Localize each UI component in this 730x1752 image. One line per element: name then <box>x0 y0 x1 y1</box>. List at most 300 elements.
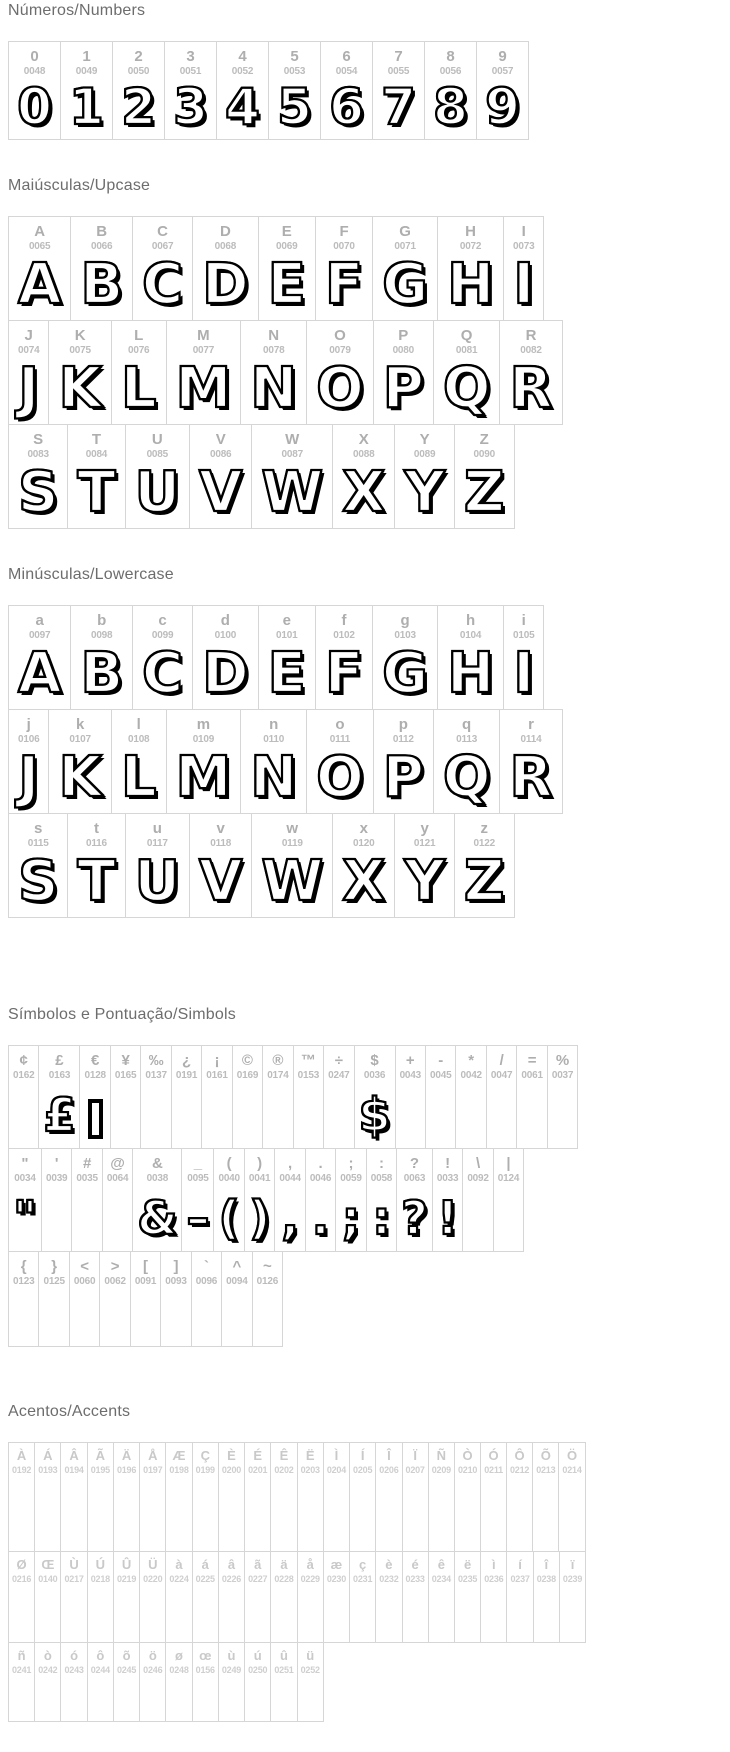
glyph-sample: A <box>18 252 62 317</box>
charmap-cell <box>305 1149 335 1252</box>
glyph-sample: G <box>382 641 429 706</box>
charmap-cell <box>61 1552 87 1643</box>
charmap-cell <box>354 1046 395 1149</box>
glyph-sample: L <box>120 745 157 810</box>
character-label: 6 <box>342 48 351 65</box>
character-label: ! <box>445 1155 451 1172</box>
glyph-sample: : <box>372 1191 391 1245</box>
glyph-sample <box>143 1677 162 1721</box>
unicode-code: 0090 <box>473 449 495 460</box>
glyph-sample: J <box>18 745 40 810</box>
charmap-cell <box>559 1552 585 1643</box>
unicode-code: 0242 <box>38 1665 58 1675</box>
charmap-cell <box>507 1552 533 1643</box>
unicode-code: 0234 <box>431 1574 451 1584</box>
character-label: ï <box>570 1557 575 1572</box>
charmap-cell <box>39 1252 69 1347</box>
charmap-table <box>8 424 515 529</box>
unicode-code: 0119 <box>281 838 303 849</box>
charmap-cell <box>110 1046 140 1149</box>
character-label: G <box>399 223 411 240</box>
character-label: Ú <box>95 1557 106 1572</box>
character-label: Ü <box>148 1557 158 1572</box>
character-label: > <box>110 1258 120 1275</box>
unicode-code: 0041 <box>248 1173 271 1184</box>
glyph-sample: S <box>18 460 59 525</box>
unicode-code: 0091 <box>134 1276 157 1287</box>
glyph-sample: O <box>316 356 364 421</box>
charmap-cell <box>533 1443 559 1552</box>
charmap-cell <box>433 321 500 425</box>
unicode-code: 0033 <box>436 1173 459 1184</box>
character-label: , <box>288 1155 293 1172</box>
charmap-cell <box>271 1643 297 1722</box>
unicode-code: 0238 <box>536 1574 556 1584</box>
glyph-sample: , <box>281 1191 299 1245</box>
character-label: 0 <box>30 48 39 65</box>
charmap-cell <box>432 1149 462 1252</box>
glyph-sample: N <box>250 356 298 421</box>
charmap-table <box>8 1442 586 1552</box>
charmap-cell <box>307 710 374 814</box>
character-label: ™ <box>300 1052 316 1069</box>
character-label: ó <box>70 1648 79 1663</box>
character-label: Æ <box>172 1448 186 1463</box>
character-label: : <box>378 1155 384 1172</box>
character-label: Ä <box>121 1448 132 1463</box>
character-label: Ö <box>566 1448 578 1463</box>
character-label: u <box>152 820 162 837</box>
charmap-cell <box>350 1443 376 1552</box>
unicode-code: 0196 <box>116 1465 137 1475</box>
unicode-code: 0124 <box>497 1173 520 1184</box>
charmap-cell <box>61 1643 87 1722</box>
unicode-code: 0094 <box>226 1276 248 1287</box>
unicode-code: 0126 <box>256 1276 279 1287</box>
character-label: w <box>286 820 299 837</box>
character-label: J <box>24 327 33 344</box>
glyph-sample: B <box>80 252 124 317</box>
charmap-cell <box>506 1443 532 1552</box>
charmap-cell <box>376 1443 402 1552</box>
unicode-code: 0225 <box>195 1574 215 1584</box>
character-label: V <box>215 431 226 448</box>
charmap-cell <box>486 1046 516 1149</box>
glyph-sample <box>74 1288 95 1346</box>
character-label: É <box>253 1448 263 1463</box>
charmap-cell <box>9 425 68 529</box>
charmap-cell <box>80 1046 110 1149</box>
character-label: Ò <box>462 1448 473 1463</box>
unicode-code: 0097 <box>28 630 51 641</box>
character-label: \ <box>475 1155 481 1172</box>
charmap-cell <box>336 1149 366 1252</box>
charmap-cell <box>161 1252 191 1347</box>
glyph-sample <box>274 1586 293 1642</box>
charmap-cell <box>140 1443 166 1552</box>
unicode-code: 0044 <box>279 1173 301 1184</box>
character-label: ñ <box>17 1648 26 1663</box>
unicode-code: 0105 <box>513 630 535 641</box>
character-label: B <box>96 223 108 240</box>
unicode-code: 0220 <box>143 1574 163 1584</box>
charmap-cell <box>35 1643 61 1722</box>
section-title: Números/Numbers <box>8 2 146 19</box>
unicode-code: 0056 <box>439 66 462 77</box>
glyph-sample: I <box>513 641 535 706</box>
glyph-sample <box>169 1477 188 1551</box>
glyph-sample <box>237 1082 258 1148</box>
charmap-cell <box>547 1046 577 1149</box>
character-label: ù <box>227 1648 236 1663</box>
unicode-code: 0080 <box>392 345 415 356</box>
unicode-code: 0202 <box>274 1465 294 1475</box>
unicode-code: 0066 <box>90 241 113 252</box>
charmap-table <box>8 709 563 814</box>
unicode-code: 0034 <box>14 1173 36 1184</box>
unicode-code: 0043 <box>399 1070 422 1081</box>
glyph-sample: P <box>382 745 424 810</box>
glyph-sample <box>248 1477 267 1551</box>
glyph-sample <box>484 1586 503 1642</box>
unicode-code: 0110 <box>263 734 285 745</box>
glyph-sample <box>379 1477 398 1551</box>
character-label: Ø <box>16 1557 27 1572</box>
character-label: f <box>341 612 347 629</box>
unicode-code: 0123 <box>13 1276 35 1287</box>
unicode-code: 0088 <box>353 449 375 460</box>
character-label: & <box>151 1155 163 1172</box>
charmap-cell <box>9 1046 39 1149</box>
charmap-cell <box>190 425 252 529</box>
charmap-table <box>8 216 544 321</box>
glyph-sample: 6 <box>329 78 364 136</box>
charmap-cell <box>517 1046 547 1149</box>
charmap-cell <box>35 1443 61 1552</box>
charmap-cell <box>192 1643 218 1722</box>
glyph-sample <box>135 1288 156 1346</box>
character-label: ü <box>306 1648 315 1663</box>
glyph-sample <box>432 1586 451 1642</box>
charmap-cell <box>333 814 395 918</box>
charmap-cell <box>428 1443 454 1552</box>
unicode-code: 0247 <box>328 1070 350 1081</box>
charmap-cell <box>61 42 113 140</box>
charmap-cell <box>102 1149 132 1252</box>
glyph-sample: H <box>447 252 494 317</box>
charmap-cell <box>533 1552 559 1643</box>
glyph-sample <box>537 1586 556 1642</box>
charmap-cell <box>125 425 189 529</box>
charmap-cell <box>258 606 315 710</box>
unicode-code: 0100 <box>214 630 237 641</box>
glyph-sample: F <box>324 252 364 317</box>
unicode-code: 0069 <box>276 241 298 252</box>
charmap-cell <box>71 217 133 321</box>
unicode-code: 0055 <box>387 66 410 77</box>
glyph-sample <box>406 1477 425 1551</box>
unicode-code: 0137 <box>145 1070 167 1081</box>
glyph-sample <box>521 1082 542 1148</box>
unicode-code: 0059 <box>340 1173 362 1184</box>
unicode-code: 0244 <box>90 1665 110 1675</box>
glyph-sample <box>406 1586 425 1642</box>
charmap-cell <box>402 1443 428 1552</box>
unicode-code: 0219 <box>116 1574 137 1584</box>
unicode-code: 0053 <box>283 66 306 77</box>
glyph-sample <box>143 1586 162 1642</box>
unicode-code: 0058 <box>370 1173 393 1184</box>
charmap-cell <box>245 1643 271 1722</box>
glyph-sample <box>248 1586 267 1642</box>
character-label: ¿ <box>181 1052 192 1069</box>
glyph-sample: 4 <box>225 78 260 136</box>
charmap-cell <box>454 1552 480 1643</box>
character-label: Ï <box>413 1448 417 1463</box>
character-label: @ <box>110 1155 125 1172</box>
charmap-cell <box>133 1149 182 1252</box>
unicode-code: 0073 <box>513 241 535 252</box>
charmap-cell <box>192 1552 218 1643</box>
unicode-code: 0198 <box>169 1465 189 1475</box>
character-label: ã <box>254 1557 262 1572</box>
character-label: l <box>136 716 141 733</box>
unicode-code: 0084 <box>85 449 108 460</box>
character-label: _ <box>193 1155 203 1172</box>
glyph-sample: B <box>80 641 124 706</box>
glyph-sample: V <box>199 849 243 914</box>
charmap-cell <box>68 814 125 918</box>
glyph-sample: " <box>13 1191 37 1245</box>
character-label: Ó <box>488 1448 499 1463</box>
character-label: " <box>21 1155 29 1172</box>
character-label: Y <box>419 431 430 448</box>
charmap-cell <box>500 321 562 425</box>
glyph-sample <box>196 1586 215 1642</box>
charmap-cell <box>49 710 111 814</box>
glyph-sample <box>107 1185 128 1251</box>
notdef-box-glyph <box>88 1099 103 1139</box>
glyph-sample <box>563 1586 582 1642</box>
charmap-cell <box>275 1149 305 1252</box>
glyph-sample <box>274 1677 293 1721</box>
glyph-sample <box>257 1288 278 1346</box>
glyph-sample <box>222 1586 241 1642</box>
glyph-sample <box>196 1677 215 1721</box>
character-label: . <box>318 1155 323 1172</box>
character-label: Î <box>387 1448 391 1463</box>
character-label: ä <box>280 1557 288 1572</box>
charmap-table <box>8 41 529 140</box>
charmap-cell <box>140 1643 166 1722</box>
charmap-cell <box>504 217 544 321</box>
character-label: Û <box>121 1557 132 1572</box>
glyph-sample <box>12 1586 31 1642</box>
unicode-code: 0048 <box>23 66 46 77</box>
unicode-code: 0037 <box>551 1070 574 1081</box>
unicode-code: 0237 <box>510 1574 530 1584</box>
character-label: < <box>80 1258 90 1275</box>
character-label: ê <box>437 1557 445 1572</box>
glyph-sample <box>117 1477 136 1551</box>
unicode-code: 0077 <box>192 345 215 356</box>
charmap-cell <box>324 1046 354 1149</box>
character-label: I <box>521 223 526 240</box>
unicode-code: 0049 <box>75 66 98 77</box>
glyph-sample <box>196 1288 217 1346</box>
unicode-code: 0156 <box>195 1665 215 1675</box>
section-title: Maiúsculas/Upcase <box>8 177 151 194</box>
unicode-code: 0241 <box>12 1665 32 1675</box>
character-label: } <box>51 1258 58 1275</box>
charmap-cell <box>9 217 71 321</box>
charmap-table <box>8 1251 283 1347</box>
character-label: õ <box>122 1648 131 1663</box>
character-label: e <box>282 612 291 629</box>
unicode-code: 0201 <box>248 1465 268 1475</box>
unicode-code: 0046 <box>309 1173 332 1184</box>
unicode-code: 0089 <box>413 449 436 460</box>
glyph-sample <box>169 1677 188 1721</box>
charmap-table <box>8 1642 324 1722</box>
charmap-cell <box>72 1149 102 1252</box>
charmap-cell <box>113 1552 139 1643</box>
section-numbers <box>8 2 722 140</box>
charmap-cell <box>395 1046 425 1149</box>
character-label: h <box>465 612 476 629</box>
charmap-cell <box>166 710 241 814</box>
glyph-sample: 2 <box>121 78 156 136</box>
glyph-sample <box>430 1082 451 1148</box>
glyph-sample <box>353 1586 372 1642</box>
charmap-cell <box>269 42 321 140</box>
character-label: ô <box>96 1648 105 1663</box>
charmap-table <box>8 320 563 425</box>
unicode-code: 0047 <box>490 1070 513 1081</box>
charmap-cell <box>504 606 544 710</box>
glyph-sample <box>498 1185 519 1251</box>
charmap-cell <box>87 1443 113 1552</box>
unicode-code: 0207 <box>405 1465 425 1475</box>
unicode-code: 0108 <box>127 734 150 745</box>
charmap-cell <box>218 1443 244 1552</box>
glyph-sample: 5 <box>277 78 312 136</box>
unicode-code: 0071 <box>394 241 416 252</box>
character-label: È <box>227 1448 236 1463</box>
charmap-cell <box>9 710 49 814</box>
glyph-sample <box>206 1082 227 1148</box>
unicode-code: 0054 <box>335 66 358 77</box>
glyph-sample <box>145 1082 166 1148</box>
charmap-cell <box>252 1252 282 1347</box>
charmap-cell <box>87 1643 113 1722</box>
charmap-cell <box>41 1149 71 1252</box>
glyph-sample <box>222 1677 241 1721</box>
charmap-cell <box>193 217 258 321</box>
charmap-table <box>8 1148 524 1252</box>
glyph-sample: E <box>267 252 306 317</box>
character-label: R <box>525 327 537 344</box>
glyph-sample <box>64 1586 83 1642</box>
unicode-code: 0227 <box>248 1574 268 1584</box>
glyph-sample: ; <box>341 1191 361 1245</box>
character-label: ' <box>54 1155 59 1172</box>
unicode-code: 0103 <box>394 630 416 641</box>
charmap-cell <box>141 1046 171 1149</box>
glyph-sample: Q <box>442 356 491 421</box>
glyph-sample <box>176 1082 197 1148</box>
charmap-cell <box>245 1552 271 1643</box>
character-label: ~ <box>262 1258 272 1275</box>
charmap-cell <box>366 1149 396 1252</box>
charmap-cell <box>271 1443 297 1552</box>
character-label: û <box>279 1648 288 1663</box>
charmap-cell <box>232 1046 262 1149</box>
unicode-code: 0051 <box>179 66 202 77</box>
unicode-code: 0169 <box>236 1070 259 1081</box>
unicode-code: 0086 <box>209 449 232 460</box>
unicode-code: 0249 <box>221 1665 242 1675</box>
charmap-cell <box>395 814 455 918</box>
unicode-code: 0231 <box>353 1574 373 1584</box>
glyph-sample <box>117 1677 136 1721</box>
unicode-code: 0040 <box>218 1173 240 1184</box>
charmap-cell <box>263 1046 293 1149</box>
glyph-sample: D <box>202 641 249 706</box>
glyph-sample <box>91 1586 110 1642</box>
character-label: S <box>33 431 44 448</box>
character-label: [ <box>143 1258 149 1275</box>
glyph-sample <box>222 1477 241 1551</box>
character-label: A <box>34 223 46 240</box>
character-label: $ <box>370 1052 379 1069</box>
character-label: ç <box>359 1557 367 1572</box>
charmap-cell <box>113 1643 139 1722</box>
character-label: Ì <box>334 1448 339 1463</box>
glyph-sample: X <box>342 849 386 914</box>
unicode-code: 0246 <box>143 1665 163 1675</box>
character-label: 8 <box>446 48 455 65</box>
charmap-cell <box>373 710 433 814</box>
unicode-code: 0153 <box>297 1070 320 1081</box>
character-label: ® <box>272 1052 284 1069</box>
unicode-code: 0092 <box>467 1173 489 1184</box>
glyph-sample <box>458 1586 477 1642</box>
unicode-code: 0216 <box>12 1574 32 1584</box>
unicode-code: 0217 <box>64 1574 84 1584</box>
glyph-sample: X <box>342 460 386 525</box>
unicode-code: 0050 <box>127 66 150 77</box>
section-title: Símbolos e Pontuação/Simbols <box>8 1006 236 1023</box>
character-label: ë <box>463 1557 472 1572</box>
character-label: í <box>518 1557 522 1572</box>
character-label: ¢ <box>19 1052 28 1069</box>
glyph-sample: $ <box>358 1088 391 1142</box>
glyph-sample: Y <box>404 460 445 525</box>
charmap-cell <box>333 425 395 529</box>
character-label: P <box>398 327 409 344</box>
glyph-sample <box>117 1586 136 1642</box>
charmap-cell <box>9 321 49 425</box>
character-label: á <box>201 1557 209 1572</box>
character-label: Ô <box>514 1448 525 1463</box>
glyph-sample: S <box>18 849 59 914</box>
character-label: ú <box>253 1648 262 1663</box>
character-label: é <box>411 1557 419 1572</box>
glyph-sample: C <box>142 252 184 317</box>
charmap-cell <box>425 42 477 140</box>
unicode-code: 0095 <box>187 1173 209 1184</box>
